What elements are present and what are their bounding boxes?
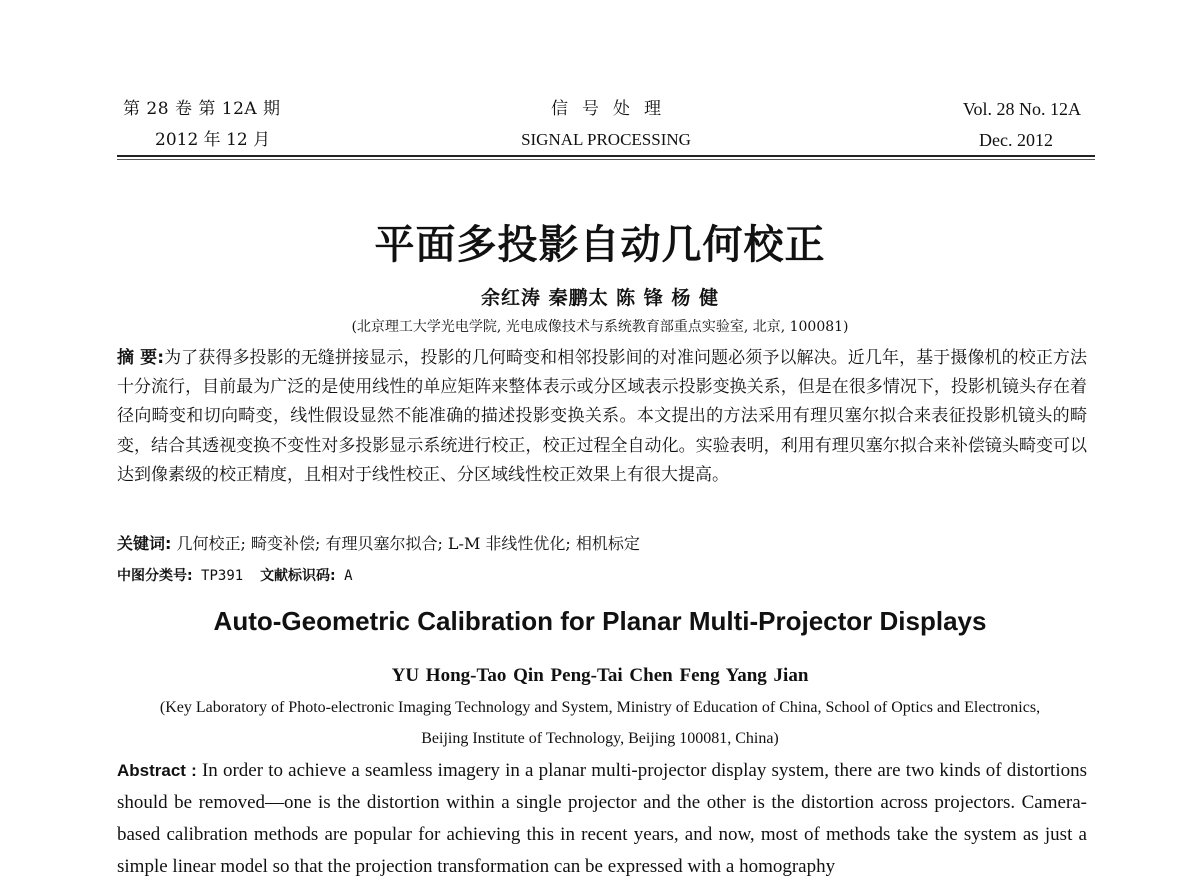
volume-issue-cn: 第 28 卷 第 12A 期 xyxy=(123,99,281,119)
date-cn: 2012 年 12 月 xyxy=(155,130,271,150)
classification-line xyxy=(117,565,353,587)
paper-title-en: Auto-Geometric Calibration for Planar Multi-Projector Displays xyxy=(213,606,987,636)
authors-cn: 余红涛 秦鹏太 陈 锋 杨 健 xyxy=(480,287,720,309)
header-rule-thin xyxy=(117,159,1095,160)
keywords-cn-label: 关键词: xyxy=(117,534,172,553)
journal-name-cn: 信号处理 xyxy=(551,99,675,119)
clc-label: 中图分类号: xyxy=(117,568,193,584)
abstract-cn xyxy=(117,344,1087,490)
date-en: Dec. 2012 xyxy=(979,130,1053,150)
affiliation-cn: (北京理工大学光电学院, 光电成像技术与系统教育部重点实验室, 北京, 100081) xyxy=(351,319,849,335)
header-rule-thick xyxy=(117,155,1095,157)
affiliation-en: (Key Laboratory of Photo-electronic Imaging Technology and System, Ministry of Education of China, School of Optics and Electronics, Beijing Institute of Technology, Beijing 100081, China) xyxy=(159,699,1041,747)
journal-name-en: SIGNAL PROCESSING xyxy=(521,130,691,149)
doc-code-value: A xyxy=(344,568,353,584)
paper-title-cn: 平面多投影自动几何校正 xyxy=(374,222,826,268)
keywords-cn xyxy=(117,532,640,556)
clc-value: TP391 xyxy=(201,568,244,584)
volume-issue-en: Vol. 28 No. 12A xyxy=(962,99,1081,119)
abstract-en-text: In order to achieve a seamless imagery in a planar multi-projector display system, there are two kinds of distortions should be removed—one is the distortion within a single projector and the other is the distortion across projectors. Camera-based calibration methods are popular for achieving this in recent years, and now, most of methods take the system as just a simple linear model so that the projection transformation can be expressed with a homography xyxy=(117,760,1087,877)
abstract-en xyxy=(117,755,1087,883)
abstract-cn-text: 为了获得多投影的无缝拼接显示，投影的几何畸变和相邻投影间的对准问题必须予以解决。近几年，基于摄像机的校正方法十分流行，目前最为广泛的是使用线性的单应矩阵来整体表示或分区域表示投影变换关系，但是在很多情况下，投影机镜头存在着径向畸变和切向畸变，线性假设显然不能准确的描述投影变换关系。本文提出的方法采用有理贝塞尔拟合来表征投影机镜头的畸变，结合其透视变换不变性对多投影显示系统进行校正，校正过程全自动化。实验表明，利用有理贝塞尔拟合来补偿镜头畸变可以达到像素级的校正精度，且相对于线性校正、分区域线性校正效果上有很大提高。 xyxy=(117,348,1088,485)
doc-code-label: 文献标识码: xyxy=(260,568,336,584)
authors-en: YU Hong-Tao Qin Peng-Tai Chen Feng Yang Jian xyxy=(391,665,809,686)
abstract-cn-label: 摘 要: xyxy=(117,348,164,368)
keywords-cn-text: 几何校正; 畸变补偿; 有理贝塞尔拟合; L-M 非线性优化; 相机标定 xyxy=(176,534,640,553)
abstract-en-label: Abstract : xyxy=(117,761,197,780)
